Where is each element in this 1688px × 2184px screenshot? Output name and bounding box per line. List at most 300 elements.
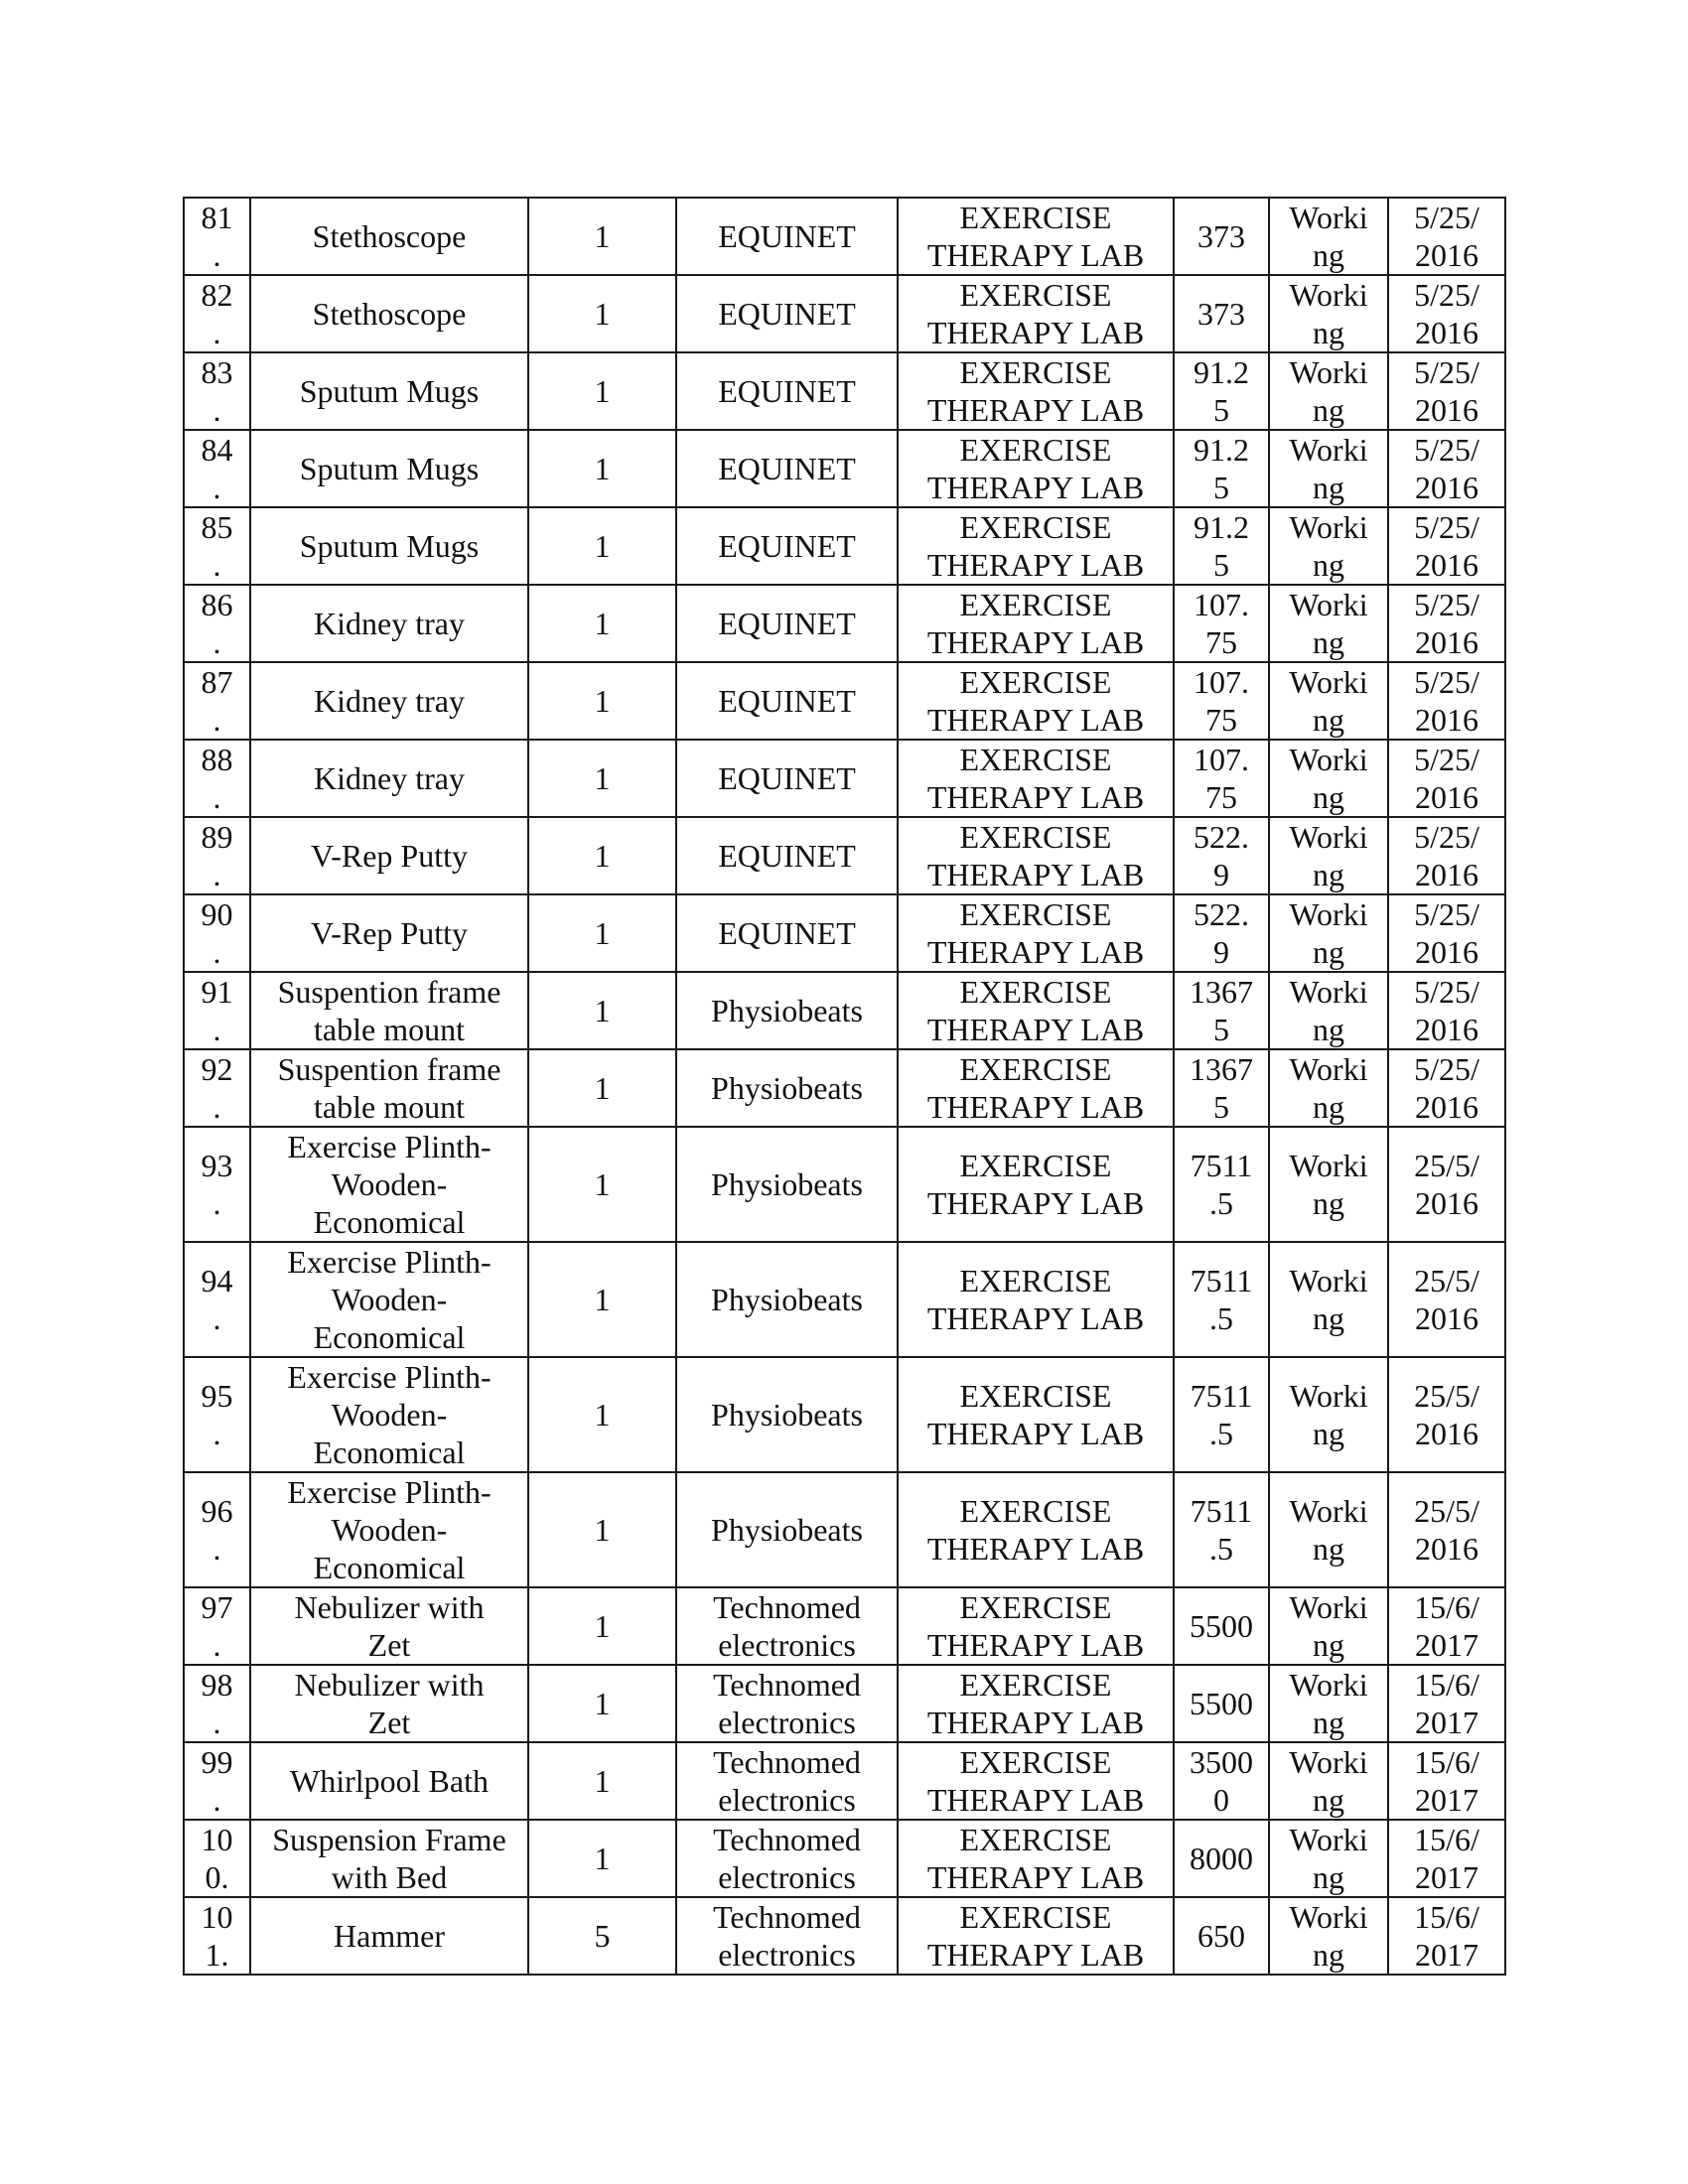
quantity-cell	[528, 1820, 676, 1897]
serial-number-text: 97 .	[201, 1589, 233, 1663]
date-text: 15/6/ 2017	[1414, 1589, 1479, 1663]
item-name-text: Nebulizer with Zet	[294, 1667, 485, 1740]
status-text: Worki ng	[1289, 742, 1368, 815]
item-name-cell	[250, 1127, 528, 1242]
quantity-text: 1	[594, 296, 611, 332]
item-name-cell	[250, 352, 528, 430]
status-text: Worki ng	[1289, 1378, 1368, 1451]
serial-number-cell	[184, 1049, 250, 1127]
supplier-cell	[676, 662, 898, 740]
cost-text: 522. 9	[1194, 896, 1249, 970]
status-cell	[1269, 1357, 1388, 1472]
serial-number-text: 94 .	[201, 1263, 233, 1336]
supplier-text: EQUINET	[718, 915, 856, 951]
date-cell	[1388, 198, 1505, 275]
cost-cell	[1174, 817, 1269, 894]
quantity-text: 1	[594, 1512, 611, 1548]
supplier-cell	[676, 1897, 898, 1975]
quantity-cell	[528, 1242, 676, 1357]
status-cell	[1269, 275, 1388, 352]
item-name-text: V-Rep Putty	[311, 915, 468, 951]
quantity-text: 1	[594, 1608, 611, 1644]
item-name-cell	[250, 1897, 528, 1975]
item-name-cell	[250, 585, 528, 662]
supplier-text: EQUINET	[718, 296, 856, 332]
cost-text: 5500	[1190, 1608, 1253, 1644]
quantity-text: 1	[594, 1166, 611, 1202]
cost-cell	[1174, 1897, 1269, 1975]
cost-text: 7511 .5	[1190, 1148, 1253, 1221]
date-text: 5/25/ 2016	[1414, 742, 1479, 815]
cost-cell	[1174, 1665, 1269, 1742]
supplier-text: EQUINET	[718, 528, 856, 564]
date-text: 5/25/ 2016	[1414, 1051, 1479, 1125]
lab-text: EXERCISE THERAPY LAB	[926, 1051, 1145, 1125]
serial-number-cell	[184, 1472, 250, 1587]
table-row	[184, 585, 1505, 662]
table-row	[184, 275, 1505, 352]
serial-number-text: 10 0.	[201, 1822, 233, 1895]
cost-text: 8000	[1190, 1841, 1253, 1876]
status-text: Worki ng	[1289, 1899, 1368, 1973]
lab-cell	[898, 662, 1174, 740]
item-name-cell	[250, 894, 528, 972]
date-cell	[1388, 1665, 1505, 1742]
supplier-text: Technomed electronics	[713, 1899, 861, 1973]
status-text: Worki ng	[1289, 1148, 1368, 1221]
quantity-cell	[528, 972, 676, 1049]
quantity-cell	[528, 1742, 676, 1820]
supplier-text: EQUINET	[718, 606, 856, 641]
lab-cell	[898, 1242, 1174, 1357]
supplier-cell	[676, 1742, 898, 1820]
date-cell	[1388, 662, 1505, 740]
serial-number-text: 98 .	[201, 1667, 233, 1740]
quantity-cell	[528, 740, 676, 817]
item-name-text: Kidney tray	[314, 606, 465, 641]
status-text: Worki ng	[1289, 277, 1368, 350]
item-name-cell	[250, 972, 528, 1049]
item-name-text: Sputum Mugs	[299, 451, 480, 486]
quantity-cell	[528, 352, 676, 430]
status-text: Worki ng	[1289, 432, 1368, 505]
table-row	[184, 740, 1505, 817]
serial-number-cell	[184, 1820, 250, 1897]
status-cell	[1269, 430, 1388, 507]
lab-text: EXERCISE THERAPY LAB	[926, 1263, 1145, 1336]
quantity-text: 5	[594, 1918, 611, 1954]
serial-number-text: 92 .	[201, 1051, 233, 1125]
table-row	[184, 817, 1505, 894]
table-body	[184, 198, 1505, 1975]
item-name-text: Suspention frame table mount	[277, 1051, 501, 1125]
item-name-cell	[250, 275, 528, 352]
status-cell	[1269, 1127, 1388, 1242]
item-name-text: Whirlpool Bath	[290, 1763, 489, 1799]
quantity-cell	[528, 430, 676, 507]
date-text: 5/25/ 2016	[1414, 277, 1479, 350]
item-name-cell	[250, 817, 528, 894]
quantity-text: 1	[594, 1397, 611, 1433]
lab-text: EXERCISE THERAPY LAB	[926, 200, 1145, 273]
item-name-cell	[250, 1472, 528, 1587]
lab-cell	[898, 1357, 1174, 1472]
quantity-text: 1	[594, 760, 611, 796]
status-cell	[1269, 740, 1388, 817]
serial-number-text: 88 .	[201, 742, 233, 815]
quantity-text: 1	[594, 606, 611, 641]
quantity-text: 1	[594, 838, 611, 874]
date-text: 25/5/ 2016	[1414, 1263, 1479, 1336]
supplier-cell	[676, 894, 898, 972]
cost-text: 91.2 5	[1194, 354, 1249, 428]
supplier-text: Technomed electronics	[713, 1822, 861, 1895]
item-name-cell	[250, 1242, 528, 1357]
item-name-text: Nebulizer with Zet	[294, 1589, 485, 1663]
date-cell	[1388, 1820, 1505, 1897]
serial-number-text: 96 .	[201, 1493, 233, 1567]
item-name-text: Exercise Plinth- Wooden- Economical	[287, 1129, 492, 1240]
serial-number-text: 86 .	[201, 587, 233, 660]
lab-text: EXERCISE THERAPY LAB	[926, 742, 1145, 815]
quantity-cell	[528, 507, 676, 585]
status-text: Worki ng	[1289, 1822, 1368, 1895]
serial-number-cell	[184, 1742, 250, 1820]
quantity-cell	[528, 894, 676, 972]
status-text: Worki ng	[1289, 896, 1368, 970]
quantity-text: 1	[594, 373, 611, 409]
item-name-text: Hammer	[334, 1918, 445, 1954]
status-cell	[1269, 352, 1388, 430]
status-text: Worki ng	[1289, 1589, 1368, 1663]
date-text: 5/25/ 2016	[1414, 819, 1479, 892]
date-text: 15/6/ 2017	[1414, 1744, 1479, 1818]
lab-text: EXERCISE THERAPY LAB	[926, 1493, 1145, 1567]
serial-number-cell	[184, 585, 250, 662]
quantity-text: 1	[594, 1686, 611, 1721]
status-cell	[1269, 507, 1388, 585]
supplier-cell	[676, 430, 898, 507]
table-row	[184, 1357, 1505, 1472]
status-cell	[1269, 817, 1388, 894]
quantity-text: 1	[594, 451, 611, 486]
supplier-text: Physiobeats	[711, 1282, 863, 1317]
lab-cell	[898, 507, 1174, 585]
table-row	[184, 352, 1505, 430]
supplier-text: EQUINET	[718, 373, 856, 409]
status-cell	[1269, 1665, 1388, 1742]
date-text: 25/5/ 2016	[1414, 1148, 1479, 1221]
cost-text: 522. 9	[1194, 819, 1249, 892]
table-row	[184, 1897, 1505, 1975]
date-cell	[1388, 1742, 1505, 1820]
lab-text: EXERCISE THERAPY LAB	[926, 587, 1145, 660]
supplier-cell	[676, 1127, 898, 1242]
lab-text: EXERCISE THERAPY LAB	[926, 354, 1145, 428]
date-cell	[1388, 1897, 1505, 1975]
quantity-cell	[528, 1897, 676, 1975]
serial-number-cell	[184, 1587, 250, 1665]
lab-cell	[898, 1587, 1174, 1665]
table-row	[184, 1472, 1505, 1587]
quantity-text: 1	[594, 915, 611, 951]
supplier-cell	[676, 198, 898, 275]
supplier-cell	[676, 507, 898, 585]
lab-cell	[898, 1049, 1174, 1127]
date-text: 5/25/ 2016	[1414, 664, 1479, 738]
date-cell	[1388, 275, 1505, 352]
lab-cell	[898, 740, 1174, 817]
lab-text: EXERCISE THERAPY LAB	[926, 1899, 1145, 1973]
table-row	[184, 1742, 1505, 1820]
supplier-cell	[676, 275, 898, 352]
table-row	[184, 507, 1505, 585]
supplier-text: EQUINET	[718, 451, 856, 486]
cost-text: 7511 .5	[1190, 1493, 1253, 1567]
supplier-text: Physiobeats	[711, 1166, 863, 1202]
serial-number-text: 82 .	[201, 277, 233, 350]
cost-cell	[1174, 1357, 1269, 1472]
supplier-cell	[676, 1049, 898, 1127]
date-text: 15/6/ 2017	[1414, 1899, 1479, 1973]
item-name-text: V-Rep Putty	[311, 838, 468, 874]
cost-cell	[1174, 198, 1269, 275]
lab-cell	[898, 352, 1174, 430]
lab-text: EXERCISE THERAPY LAB	[926, 1148, 1145, 1221]
date-cell	[1388, 1357, 1505, 1472]
quantity-text: 1	[594, 218, 611, 254]
date-cell	[1388, 740, 1505, 817]
lab-cell	[898, 894, 1174, 972]
cost-text: 7511 .5	[1190, 1378, 1253, 1451]
item-name-cell	[250, 1742, 528, 1820]
cost-text: 107. 75	[1194, 664, 1249, 738]
cost-text: 107. 75	[1194, 587, 1249, 660]
status-cell	[1269, 1049, 1388, 1127]
serial-number-text: 10 1.	[201, 1899, 233, 1973]
supplier-cell	[676, 740, 898, 817]
item-name-text: Sputum Mugs	[299, 373, 480, 409]
table-row	[184, 1587, 1505, 1665]
status-text: Worki ng	[1289, 200, 1368, 273]
cost-text: 3500 0	[1190, 1744, 1253, 1818]
supplier-text: Technomed electronics	[713, 1589, 861, 1663]
supplier-text: Physiobeats	[711, 993, 863, 1028]
status-text: Worki ng	[1289, 664, 1368, 738]
date-cell	[1388, 1587, 1505, 1665]
serial-number-text: 87 .	[201, 664, 233, 738]
lab-text: EXERCISE THERAPY LAB	[926, 974, 1145, 1047]
lab-text: EXERCISE THERAPY LAB	[926, 1822, 1145, 1895]
item-name-cell	[250, 740, 528, 817]
lab-cell	[898, 430, 1174, 507]
quantity-cell	[528, 198, 676, 275]
lab-cell	[898, 1897, 1174, 1975]
table-row	[184, 1242, 1505, 1357]
status-text: Worki ng	[1289, 1667, 1368, 1740]
lab-text: EXERCISE THERAPY LAB	[926, 1589, 1145, 1663]
status-cell	[1269, 1587, 1388, 1665]
quantity-cell	[528, 1472, 676, 1587]
lab-cell	[898, 972, 1174, 1049]
cost-cell	[1174, 585, 1269, 662]
quantity-text: 1	[594, 1070, 611, 1106]
table-row	[184, 894, 1505, 972]
lab-cell	[898, 1820, 1174, 1897]
quantity-cell	[528, 1127, 676, 1242]
status-cell	[1269, 972, 1388, 1049]
cost-text: 91.2 5	[1194, 432, 1249, 505]
item-name-cell	[250, 1049, 528, 1127]
quantity-cell	[528, 1049, 676, 1127]
table-row	[184, 430, 1505, 507]
cost-cell	[1174, 1587, 1269, 1665]
cost-text: 1367 5	[1190, 1051, 1253, 1125]
serial-number-text: 91 .	[201, 974, 233, 1047]
date-text: 5/25/ 2016	[1414, 896, 1479, 970]
date-text: 5/25/ 2016	[1414, 509, 1479, 583]
date-text: 5/25/ 2016	[1414, 587, 1479, 660]
date-cell	[1388, 894, 1505, 972]
serial-number-cell	[184, 817, 250, 894]
supplier-text: EQUINET	[718, 683, 856, 719]
table-row	[184, 198, 1505, 275]
status-text: Worki ng	[1289, 1493, 1368, 1567]
quantity-text: 1	[594, 683, 611, 719]
cost-cell	[1174, 1049, 1269, 1127]
serial-number-cell	[184, 662, 250, 740]
date-cell	[1388, 817, 1505, 894]
lab-text: EXERCISE THERAPY LAB	[926, 819, 1145, 892]
item-name-cell	[250, 1357, 528, 1472]
table-row	[184, 1820, 1505, 1897]
supplier-cell	[676, 585, 898, 662]
status-cell	[1269, 1742, 1388, 1820]
lab-text: EXERCISE THERAPY LAB	[926, 1744, 1145, 1818]
item-name-text: Exercise Plinth- Wooden- Economical	[287, 1474, 492, 1585]
serial-number-cell	[184, 275, 250, 352]
status-text: Worki ng	[1289, 1263, 1368, 1336]
item-name-cell	[250, 1665, 528, 1742]
cost-text: 107. 75	[1194, 742, 1249, 815]
lab-text: EXERCISE THERAPY LAB	[926, 277, 1145, 350]
lab-text: EXERCISE THERAPY LAB	[926, 1378, 1145, 1451]
date-cell	[1388, 1242, 1505, 1357]
quantity-cell	[528, 662, 676, 740]
serial-number-cell	[184, 1127, 250, 1242]
cost-cell	[1174, 1472, 1269, 1587]
serial-number-text: 89 .	[201, 819, 233, 892]
cost-text: 1367 5	[1190, 974, 1253, 1047]
supplier-text: EQUINET	[718, 760, 856, 796]
lab-text: EXERCISE THERAPY LAB	[926, 432, 1145, 505]
cost-cell	[1174, 430, 1269, 507]
quantity-cell	[528, 1587, 676, 1665]
equipment-inventory-table	[183, 197, 1506, 1976]
serial-number-cell	[184, 1665, 250, 1742]
lab-cell	[898, 1127, 1174, 1242]
status-cell	[1269, 585, 1388, 662]
supplier-cell	[676, 817, 898, 894]
serial-number-cell	[184, 1897, 250, 1975]
quantity-cell	[528, 1665, 676, 1742]
status-cell	[1269, 1897, 1388, 1975]
cost-text: 5500	[1190, 1686, 1253, 1721]
cost-cell	[1174, 352, 1269, 430]
status-text: Worki ng	[1289, 354, 1368, 428]
serial-number-cell	[184, 740, 250, 817]
date-text: 5/25/ 2016	[1414, 974, 1479, 1047]
status-cell	[1269, 1242, 1388, 1357]
serial-number-cell	[184, 198, 250, 275]
status-text: Worki ng	[1289, 1744, 1368, 1818]
date-text: 5/25/ 2016	[1414, 354, 1479, 428]
cost-cell	[1174, 662, 1269, 740]
serial-number-cell	[184, 430, 250, 507]
serial-number-cell	[184, 972, 250, 1049]
item-name-text: Exercise Plinth- Wooden- Economical	[287, 1244, 492, 1355]
table-row	[184, 1127, 1505, 1242]
status-text: Worki ng	[1289, 819, 1368, 892]
lab-text: EXERCISE THERAPY LAB	[926, 896, 1145, 970]
item-name-text: Kidney tray	[314, 760, 465, 796]
serial-number-text: 83 .	[201, 354, 233, 428]
lab-cell	[898, 198, 1174, 275]
supplier-cell	[676, 1357, 898, 1472]
date-text: 5/25/ 2016	[1414, 432, 1479, 505]
lab-text: EXERCISE THERAPY LAB	[926, 664, 1145, 738]
date-cell	[1388, 430, 1505, 507]
supplier-text: Physiobeats	[711, 1070, 863, 1106]
cost-text: 373	[1197, 296, 1245, 332]
date-cell	[1388, 507, 1505, 585]
cost-cell	[1174, 275, 1269, 352]
supplier-text: Physiobeats	[711, 1512, 863, 1548]
quantity-text: 1	[594, 1282, 611, 1317]
lab-cell	[898, 1742, 1174, 1820]
lab-text: EXERCISE THERAPY LAB	[926, 509, 1145, 583]
serial-number-text: 85 .	[201, 509, 233, 583]
date-cell	[1388, 585, 1505, 662]
item-name-cell	[250, 507, 528, 585]
cost-cell	[1174, 1127, 1269, 1242]
item-name-text: Stethoscope	[312, 296, 467, 332]
status-text: Worki ng	[1289, 587, 1368, 660]
quantity-text: 1	[594, 1841, 611, 1876]
date-cell	[1388, 1472, 1505, 1587]
supplier-text: EQUINET	[718, 838, 856, 874]
item-name-text: Exercise Plinth- Wooden- Economical	[287, 1359, 492, 1470]
cost-cell	[1174, 1242, 1269, 1357]
table-row	[184, 662, 1505, 740]
cost-cell	[1174, 1820, 1269, 1897]
lab-cell	[898, 1665, 1174, 1742]
quantity-cell	[528, 275, 676, 352]
quantity-text: 1	[594, 528, 611, 564]
cost-cell	[1174, 1742, 1269, 1820]
date-text: 25/5/ 2016	[1414, 1493, 1479, 1567]
serial-number-cell	[184, 352, 250, 430]
serial-number-text: 81 .	[201, 200, 233, 273]
cost-cell	[1174, 507, 1269, 585]
status-cell	[1269, 1472, 1388, 1587]
item-name-cell	[250, 662, 528, 740]
status-text: Worki ng	[1289, 974, 1368, 1047]
serial-number-cell	[184, 1242, 250, 1357]
item-name-text: Suspention frame table mount	[277, 974, 501, 1047]
table-row	[184, 1049, 1505, 1127]
status-text: Worki ng	[1289, 509, 1368, 583]
